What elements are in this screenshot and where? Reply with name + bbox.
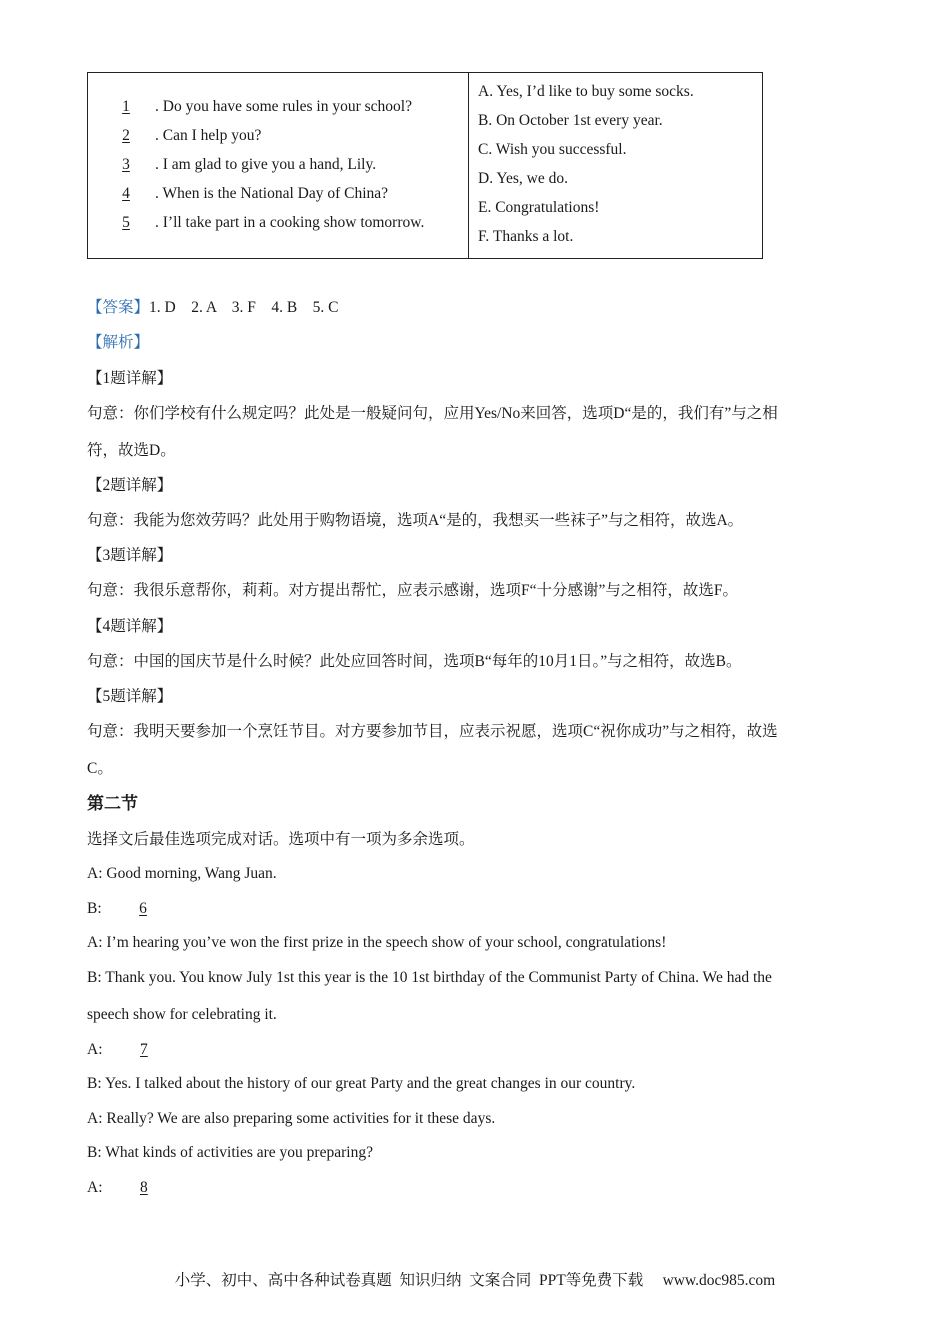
detail-text: 句意：我很乐意帮你，莉莉。对方提出帮忙，应表示感谢，选项F“十分感谢”与之相符，故选F。	[87, 582, 739, 599]
answer-blank: 1	[122, 98, 130, 115]
answer-blank: 7	[140, 1041, 148, 1058]
option-item: B. On October 1st every year.	[478, 112, 663, 129]
detail-text: 符，故选D。	[87, 442, 176, 459]
answer-blank: 4	[122, 185, 130, 202]
option-item: C. Wish you successful.	[478, 141, 627, 158]
dialogue-line: B: What kinds of activities are you preparing?	[87, 1144, 373, 1161]
analysis-label: 【解析】	[87, 334, 150, 351]
answer-blank: 2	[122, 127, 130, 144]
questions-column	[88, 73, 469, 258]
dialogue-line: speech show for celebrating it.	[87, 1006, 277, 1023]
speaker-label: A:	[87, 1179, 107, 1196]
detail-text: 句意：我能为您效劳吗？此处用于购物语境，选项A“是的，我想买一些袜子”与之相符，故选A。	[87, 512, 744, 529]
answer-blank: 6	[139, 900, 147, 917]
page-footer: 小学、初中、高中各种试卷真题 知识归纳 文案合同 PPT等免费下载 www.doc985.com	[174, 1272, 776, 1289]
answer-blank: 3	[122, 156, 130, 173]
dialogue-line	[87, 1178, 181, 1198]
answer-text: 1. D 2. A 3. F 4. B 5. C	[149, 299, 339, 316]
detail-heading: 【1题详解】	[87, 370, 173, 387]
question-text: . I am glad to give you a hand, Lily.	[155, 156, 377, 173]
question-text: . When is the National Day of China?	[155, 185, 389, 202]
dialogue-line: B: Thank you. You know July 1st this year is the 10 1st birthday of the Communist Party of China. We had the	[87, 969, 772, 986]
dialogue-line	[87, 1040, 181, 1060]
options-column	[469, 73, 762, 258]
answer-blank: 8	[140, 1179, 148, 1196]
question-text: . Do you have some rules in your school?	[155, 98, 412, 115]
answer-label: 【答案】	[87, 299, 150, 316]
question-row	[97, 179, 468, 208]
dialogue-line: A: Really? We are also preparing some activities for it these days.	[87, 1110, 496, 1127]
question-row	[97, 208, 468, 237]
matching-table	[87, 72, 763, 259]
option-item: E. Congratulations!	[478, 199, 600, 216]
detail-text: 句意：中国的国庆节是什么时候？此处应回答时间，选项B“每年的10月1日。”与之相符，故选B。	[87, 653, 742, 670]
detail-text: C。	[87, 760, 113, 777]
question-row	[97, 121, 468, 150]
question-text: . I’ll take part in a cooking show tomorrow.	[155, 214, 425, 231]
detail-heading: 【4题详解】	[87, 618, 173, 635]
dialogue-line: A: I’m hearing you’ve won the first prize in the speech show of your school, congratulations!	[87, 934, 667, 951]
section-title: 第二节	[87, 794, 138, 813]
question-row	[97, 92, 468, 121]
answer-line	[87, 298, 339, 318]
dialogue-line	[87, 899, 181, 919]
dialogue-line: B: Yes. I talked about the history of our great Party and the great changes in our country.	[87, 1075, 636, 1092]
speaker-label: A:	[87, 1041, 107, 1058]
section-instruction: 选择文后最佳选项完成对话。选项中有一项为多余选项。	[87, 831, 475, 848]
option-item: A. Yes, I’d like to buy some socks.	[478, 83, 694, 100]
option-item: D. Yes, we do.	[478, 170, 568, 187]
option-item: F. Thanks a lot.	[478, 228, 574, 245]
answer-blank: 5	[122, 214, 130, 231]
question-text: . Can I help you?	[155, 127, 262, 144]
speaker-label: B:	[87, 900, 106, 917]
detail-heading: 【3题详解】	[87, 547, 173, 564]
detail-heading: 【5题详解】	[87, 688, 173, 705]
dialogue-line: A: Good morning, Wang Juan.	[87, 865, 277, 882]
detail-text: 句意：我明天要参加一个烹饪节目。对方要参加节目，应表示祝愿，选项C“祝你成功”与之相符，故选	[87, 723, 778, 740]
detail-text: 句意：你们学校有什么规定吗？此处是一般疑问句，应用Yes/No来回答，选项D“是的，我们有”与之相	[87, 405, 778, 422]
detail-heading: 【2题详解】	[87, 477, 173, 494]
question-row	[97, 150, 468, 179]
